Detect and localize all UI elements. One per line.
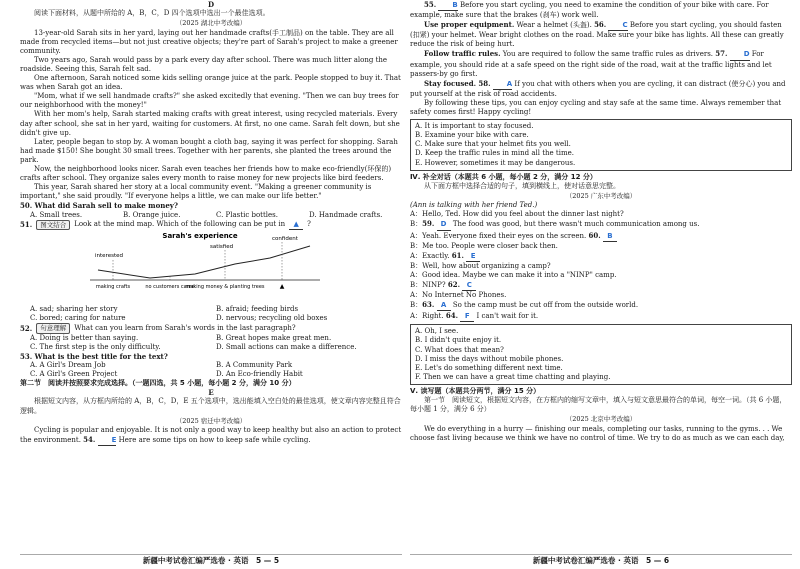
left-page — [20, 0, 402, 569]
instruction: 从下面方框中选择合适的句子，填到横线上，使对话意思完整。 — [424, 181, 620, 190]
paragraph-text: Here are some tips on how to keep safe while cycling. — [118, 436, 311, 445]
dialog-line — [410, 300, 792, 311]
paragraph — [20, 426, 402, 446]
question-number: 55. — [424, 0, 437, 9]
paragraph: We do everything in a hurry — finishing our meals, completing our tasks, running to the gyms. . . We choose fast living because we think we have no control of time. We try to do as much as we can each day, — [410, 424, 785, 442]
dialog-text: A：Right. — [410, 312, 444, 321]
question-number: 62. — [447, 279, 461, 289]
option: B. I didn't quite enjoy it. — [415, 336, 502, 345]
mind-map — [20, 230, 402, 302]
option: E. However, sometimes it may be dangerous. — [415, 158, 576, 167]
option: B. Examine your bike with care. — [415, 131, 529, 140]
right-page — [410, 0, 792, 569]
option: E. Let's do something different next time. — [415, 363, 563, 372]
question-number: 56. — [594, 20, 607, 30]
question-stem: What can you learn from Sarah's words in the last paragraph? — [74, 323, 296, 332]
paragraph — [410, 79, 792, 99]
mood-label: interested — [95, 253, 123, 260]
paragraph-text: You are required to follow the same traffic rules as drivers. — [502, 50, 714, 59]
answer-blank[interactable]: B — [603, 232, 617, 242]
question-number: 57. — [715, 49, 728, 59]
question-tag: 图文结合 — [36, 220, 70, 230]
section-2-heading: 第二节 阅读并按照要求完成选择。（一题四选，共 5 小题，每小题 2 分，满分 10 分） — [20, 379, 296, 388]
option[interactable]: D. Small actions can make a difference. — [216, 342, 357, 351]
question-number: 51. — [20, 220, 33, 230]
option[interactable]: A. sad; sharing her story — [30, 305, 118, 314]
instruction: 根据短文内容，从方框内所给的 A，B，C，D，E 五个选项中，选出能填入空白处的最佳选项，使文章内容完整且符合逻辑。 — [20, 397, 401, 415]
dialog-scene: (Ann is talking with her friend Ted.) — [410, 201, 538, 210]
answer-blank[interactable]: A — [493, 80, 512, 90]
paragraph-text: For example, you should ride at a safe speed on the right side of the road, wait at the traffic lights and let passers-by go first. — [410, 50, 772, 78]
paragraph: With her mom's help, Sarah started making crafts with great interest, using recycled materials. Every day after school, she sat in her yard, waiting for customers. At first, no one came. Sarah felt down, but she didn't give up. — [20, 110, 400, 137]
paragraph — [410, 20, 792, 49]
option: A. Oh, I see. — [415, 327, 459, 336]
dialog-text: A：Exactly. — [410, 251, 450, 260]
section-5-heading: Ⅴ. 读写题（本题共分两节，满分 15 分） — [410, 386, 541, 395]
instruction: 第一节 阅读短文，根据短文内容，在方框内的缩写文章中，填入与短文意思最符合的单词，每空一词。（共 6 小题，每小题 1 分，满分 6 分） — [410, 396, 787, 414]
source: （2025 北京中考改编） — [565, 415, 637, 424]
option[interactable]: D. Handmade crafts. — [309, 210, 383, 219]
option: D. Keep the traffic rules in mind all the time. — [415, 149, 574, 158]
option[interactable]: B. Orange juice. — [123, 210, 181, 219]
answer-blank[interactable]: E — [98, 436, 117, 446]
option[interactable]: D. nervous; recycling old boxes — [216, 314, 328, 323]
option[interactable]: C. A Girl's Green Project — [30, 370, 118, 379]
tip-title: Stay focused. — [424, 78, 477, 88]
question-number: 52. — [20, 323, 33, 333]
question-stem: Look at the mind map. Which of the following can be put in — [74, 220, 286, 229]
blank: ▲ — [289, 220, 303, 230]
dialog-line: B：Me too. People were closer back then. — [410, 241, 558, 250]
paragraph-text: Before you start cycling, you need to examine the condition of your bike with care. For example, make sure that the brakes (刹车) work well. — [410, 1, 769, 20]
timeline-point: making money & planting trees — [185, 284, 265, 291]
paragraph: 13-year-old Sarah sits in her yard, laying out her handmade crafts(手工制品) on the table. They are all made from recycled items—but not just creative objects; they're part of Sarah's project to make a greener community. — [20, 28, 398, 55]
question-50: 50. What did Sarah sell to make money? — [20, 201, 178, 211]
section-4-heading: Ⅳ. 补全对话（本题共 6 小题，每小题 2 分，满分 12 分） — [410, 172, 597, 181]
passage-d-heading: D — [207, 0, 215, 9]
tip-title: Follow traffic rules. — [424, 49, 501, 59]
dialog-text: So the camp must be cut off from the outside world. — [452, 301, 639, 310]
paragraph: Later, people began to stop by. A woman bought a cloth bag, saying it was perfect for shopping. Sarah had made $150! She bought 30 small trees. Together with her parents, she planted the trees around the park. — [20, 137, 398, 164]
options-box-2 — [410, 324, 792, 385]
source: （2025 宿迁中考改编） — [175, 416, 247, 425]
question-tag: 句意理解 — [36, 323, 70, 333]
paragraph-text: Before you start cycling, you should fasten (扣紧) your helmet. Wear bright clothes on the road. Make sure your bike has lights. All these can greatly reduce the risk of being hurt. — [410, 21, 784, 49]
paragraph — [410, 49, 792, 78]
question-number: 58. — [478, 78, 491, 88]
question-number: 54. — [83, 435, 96, 445]
paragraph — [410, 0, 792, 20]
options-box-1 — [410, 119, 792, 170]
question-number: 64. — [445, 311, 459, 321]
option: D. I miss the days without mobile phones. — [415, 354, 564, 363]
passage-e-heading: E — [208, 388, 214, 398]
question-51 — [20, 220, 402, 230]
dialog-line — [410, 311, 792, 322]
option[interactable]: D. An Eco-friendly Habit — [216, 370, 303, 379]
source: （2025 广东中考改编） — [565, 191, 637, 200]
option: C. Make sure that your helmet fits you well. — [415, 140, 571, 149]
paragraph: This year, Sarah shared her story at a local community event. "Making a greener community is important," she said proudly. "If everyone helps a little, we can make our life better." — [20, 183, 372, 201]
option[interactable]: A. Small trees. — [30, 210, 83, 219]
timeline-point: ▲ — [279, 283, 285, 291]
question-52 — [20, 323, 402, 333]
dialog-text: B：NINP? — [410, 280, 446, 289]
dialog-line: A：Good idea. Maybe we can make it into a "NINP" camp. — [410, 270, 617, 279]
option[interactable]: C. The first step is the only difficulty. — [30, 342, 161, 351]
paragraph-text: Wear a helmet (头盔). — [516, 21, 592, 30]
paragraph: Two years ago, Sarah would pass by a park every day after school. There was much litter along the roadside. Seeing this, Sarah felt sad. — [20, 55, 388, 73]
mood-label: confident — [272, 236, 298, 243]
page-footer: 新疆中考试卷汇编严选卷 · 英语 5 — 5 — [20, 554, 402, 566]
dialog-line — [410, 251, 792, 262]
option[interactable]: B. Great hopes make great men. — [216, 333, 332, 342]
dialog-line: A：Hello, Ted. How did you feel about the dinner last night? — [410, 210, 624, 219]
speaker: B： — [410, 301, 423, 310]
question-number: 59. — [422, 219, 435, 229]
options-52 — [20, 334, 402, 352]
mindmap-title: Sarah's experience — [162, 232, 238, 241]
option[interactable]: B. afraid; feeding birds — [216, 305, 299, 314]
option[interactable]: C. bored; caring for nature — [30, 314, 126, 323]
answer-blank[interactable]: C — [608, 21, 627, 31]
question-number: 61. — [451, 250, 464, 260]
paragraph: By following these tips, you can enjoy cycling and stay safe at the same time. Always remember that safety comes first! Happy cycling! — [410, 98, 782, 117]
paragraph-text: Cycling is popular and enjoyable. It is not only a good way to keep healthy but also an action to protect the environment. — [20, 426, 402, 445]
dialog-line — [410, 231, 792, 242]
timeline-point: making crafts — [95, 284, 131, 291]
answer-blank[interactable]: E — [466, 252, 480, 262]
option[interactable]: B. A Community Park — [216, 361, 293, 370]
dialog-line — [410, 280, 792, 291]
page-footer: 新疆中考试卷汇编严选卷 · 英语 5 — 6 — [410, 554, 792, 566]
timeline-point: no customers came — [145, 284, 195, 291]
option[interactable]: A. Doing is better than saying. — [30, 333, 139, 342]
answer-blank[interactable]: A — [437, 301, 451, 311]
dialog-line — [410, 219, 792, 230]
question-number: 63. — [422, 300, 435, 310]
mood-curve — [98, 246, 310, 278]
dialog-line: B：Well, how about organizing a camp? — [410, 261, 551, 270]
source: （2025 湖北中考改编） — [175, 19, 247, 28]
option: C. What does that mean? — [415, 345, 504, 354]
dialog-text: The food was good, but there wasn't much communication among us. — [452, 220, 700, 229]
answer-blank[interactable]: C — [462, 281, 476, 291]
paragraph-text: If you chat with others when you are cycling, it can distract (使分心) you and put yourself at the risk of road accidents. — [410, 79, 786, 98]
dialog-line: A：No Internet No Phones. — [410, 291, 507, 300]
answer-blank[interactable]: B — [438, 1, 457, 11]
answer-blank[interactable]: F — [460, 312, 474, 322]
options-51 — [20, 305, 402, 323]
paragraph: Now, the neighborhood looks nicer. Sarah even teaches her friends how to make eco-friendly(环保的) crafts after school. They organize sales every month to raise money for new projects like bird feeders. — [20, 165, 392, 183]
dialog-text: I can't wait for it. — [476, 312, 539, 321]
question-number: 60. — [588, 230, 601, 240]
answer-blank[interactable]: D — [730, 50, 750, 60]
question-end: ? — [307, 220, 311, 229]
option[interactable]: C. Plastic bottles. — [216, 210, 278, 219]
options-53 — [20, 361, 402, 379]
mood-label: satisfied — [210, 244, 234, 251]
option: F. Then we can have a great time chatting and playing. — [415, 372, 611, 381]
option[interactable]: A. A Girl's Dream Job — [30, 361, 106, 370]
dialog-text: A：Yeah. Everyone fixed their eyes on the screen. — [410, 231, 587, 240]
option: A. It is important to stay focused. — [415, 122, 534, 131]
question-53: 53. What is the best title for the text? — [20, 351, 168, 361]
instruction: 阅读下面材料，从题中所给的 A，B，C，D 四个选项中选出一个最佳选项。 — [34, 9, 270, 18]
paragraph: One afternoon, Sarah noticed some kids selling orange juice at the park. People stopped to buy it. That was when Sarah got an idea. — [20, 74, 401, 92]
paragraph: "Mom, what if we sell handmade crafts?" she asked excitedly that evening. "Then we can buy trees for our neighborhood with the money!" — [20, 92, 399, 110]
speaker: B： — [410, 220, 423, 229]
tip-title: Use proper equipment. — [424, 20, 515, 30]
answer-blank[interactable]: D — [437, 220, 451, 230]
options-50 — [20, 211, 402, 220]
